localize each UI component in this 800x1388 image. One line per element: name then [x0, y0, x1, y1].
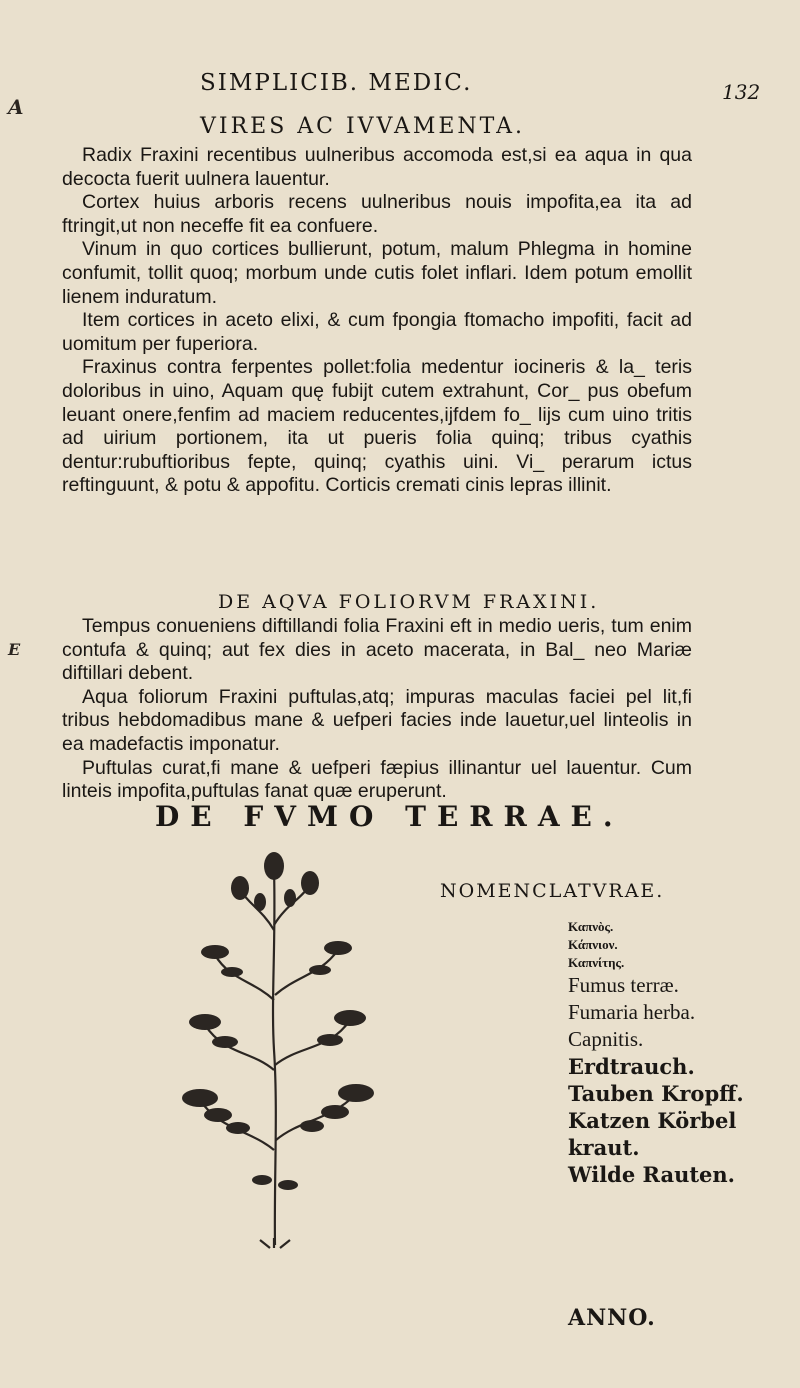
chapter-heading-fumaria: DE FVMO TERRAE. [155, 800, 624, 833]
greek-name: Καπνίτης. [568, 955, 625, 970]
margin-mark-e: E [8, 640, 21, 659]
latin-name: Capnitis. [568, 1027, 644, 1051]
running-head: SIMPLICIB. MEDIC. [200, 70, 473, 96]
main-text [62, 144, 692, 498]
section-title: VIRES AC IVVAMENTA. [200, 114, 526, 139]
german-name: Erdtrauch. [568, 1054, 695, 1079]
paragraph: Puftulas curat,fi mane & uefperi fæpius illinantur uel lauentur. Cum linteis impofita,puftulas fanat quæ eruperunt. [62, 756, 692, 803]
paragraph: Aqua foliorum Fraxini puftulas,atq; impuras maculas faciei pel lit,fi tribus hebdomadibus mane & uefperi facies inde lauetur,uel linteolis in ea madefactis imponatur. [62, 685, 692, 755]
paragraph: Cortex huius arboris recens uulneribus nouis impofita,ea ita ad ftringit,ut non neceffe fit ea confuere. [62, 191, 692, 237]
margin-mark-a: A [8, 95, 24, 119]
greek-name: Κάπνιον. [568, 937, 618, 952]
paragraph: Fraxinus contra ferpentes pollet:folia medentur iocineris & la_ teris doloribus in uino, Aquam quę fubijt cutem extrahunt, Cor_ pus obefum leuant onere,fenfim ad maciem reducentes,ijfdem fo_ lijs cum uino tritis ad uirium portionem, ita ut pueris folia quinq; tribus cyathis dentur:rubuftioribus fepte, quinq; cyathis uini. Vi_ perarum ictus reftinguunt, & potu & appofitu. Corticis cremati cinis lepras illinit. [62, 356, 692, 497]
latin-name: Fumaria herba. [568, 1000, 696, 1024]
german-name: Wilde Rauten. [568, 1162, 735, 1187]
greek-name: Καπνὸς. [568, 919, 614, 934]
german-name: Katzen Körbel kraut. [568, 1108, 737, 1160]
paragraph: Radix Fraxini recentibus uulneribus accomoda est,si ea aqua in qua decocta fuerit uulnera lauentur. [62, 144, 692, 190]
paragraph: Vinum in quo cortices bullierunt, potum, malum Phlegma in homine confumit, tollit quoq; morbum unde cutis folet inflari. Idem potum emollit lienem induratum. [62, 238, 692, 308]
paragraph: Item cortices in aceto elixi, & cum fpongia ftomacho impofiti, facit ad uomitum per fuperiora. [62, 309, 692, 355]
latin-name: Fumus terræ. [568, 973, 679, 997]
catchword: ANNO. [568, 1305, 656, 1331]
paragraph: Tempus conueniens diftillandi folia Fraxini eft in medio ueris, tum enim contufa & quinq; aut fex dies in aceto macerata, in Bal_ neo Mariæ diftillari debent. [62, 615, 692, 685]
page-number: 132 [722, 80, 761, 104]
german-name: Tauben Kropff. [568, 1081, 744, 1106]
nomenclature-title: NOMENCLATVRAE. [440, 880, 665, 902]
fumitory-woodcut-illustration [170, 850, 385, 1250]
aqua-text [62, 615, 692, 804]
section-heading-aqua: DE AQVA FOLIORVM FRAXINI. [218, 591, 600, 613]
nomenclature-list [568, 918, 800, 1188]
